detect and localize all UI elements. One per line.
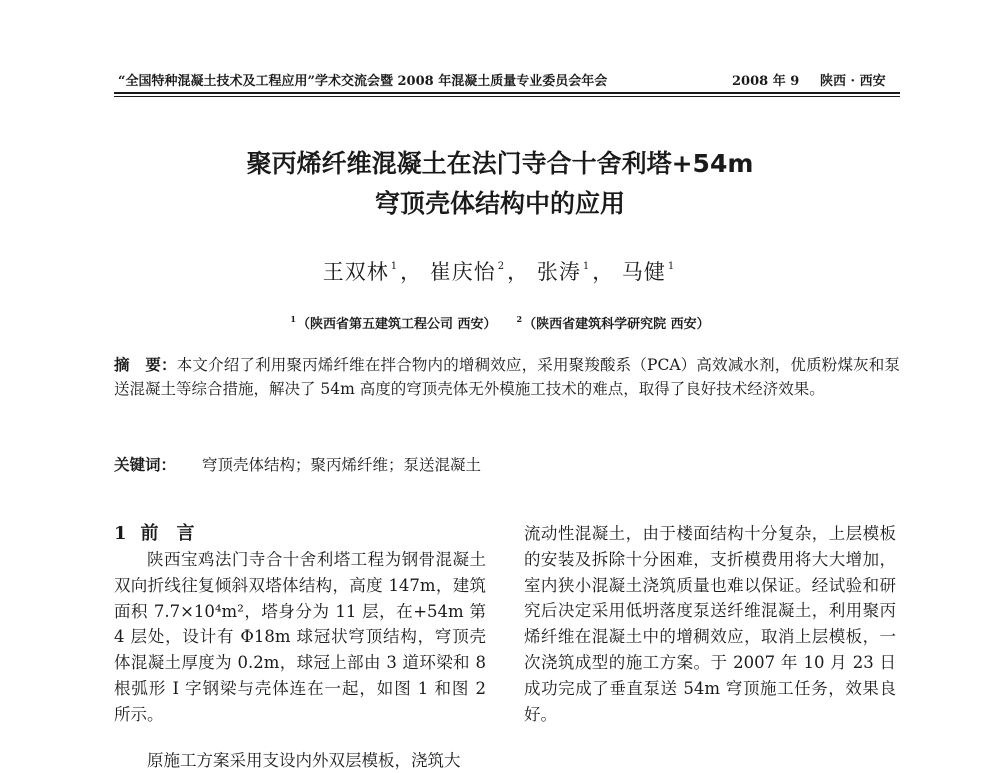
affiliation-text: （陕西省第五建筑工程公司 西安） (296, 317, 497, 332)
paper-title-line-1: 聚丙烯纤维混凝土在法门寺合十舍利塔+54m (246, 149, 754, 178)
conference-place: 陕西 · 西安 (820, 74, 886, 89)
body-paragraph: 原施工方案采用支设内外双层模板，浇筑大 (147, 750, 461, 770)
keywords-text: 穹顶壳体结构；聚丙烯纤维；泵送混凝土 (202, 456, 482, 474)
author-affiliation-mark: 2 (497, 261, 506, 272)
affiliation-mark: 2 (516, 314, 523, 324)
keywords (114, 453, 900, 477)
author-name: 张涛 (536, 260, 581, 284)
affiliation-text: （陕西省建筑科学研究院 西安） (523, 317, 710, 332)
body-column-left (114, 521, 486, 773)
author-list: 王双林 $^1$， 崔庆怡 $^2$， 张涛 $^1$， 马健 $^1$ (322, 260, 676, 284)
author-name: 崔庆怡 (429, 260, 496, 284)
author-affiliation-mark: 1 (667, 261, 676, 272)
header-rule-thin (114, 96, 900, 97)
abstract-label: 摘 要： (114, 355, 177, 374)
header-rule-thick (114, 92, 900, 94)
author-affiliation-mark: 1 (390, 261, 399, 272)
section-title: 前 言 (140, 523, 195, 544)
conference-name: “全国特种混凝土技术及工程应用”学术交流会暨 2008 年混凝土质量专业委员会年会 (118, 74, 608, 89)
section-number: 1 (114, 523, 127, 544)
affiliation-list (0, 313, 1000, 332)
conference-date: 2008 年 9 (732, 74, 800, 89)
author-affiliation-mark: 1 (582, 261, 591, 272)
body-paragraph: 陕西宝鸡法门寺合十舍利塔工程为钢骨混凝土双向折线往复倾斜双塔体结构，高度 147m，建筑面积 7.7×10⁴m²，塔身分为 11 层，在+54m 第 4 层处，设计有 Φ18m 球冠状穹顶结构，穹顶壳体混凝土厚度为 0.2m，球冠上部由 3 道环梁和 8 根弧形 I 字钢梁与壳体连在一起，如图 1 和图 2 所示。 (114, 550, 486, 724)
abstract-text: 本文介绍了利用聚丙烯纤维在拌合物内的增稠效应，采用聚羧酸系（PCA）高效减水剂，优质粉煤灰和泵送混凝土等综合措施，解决了 54m 高度的穹顶壳体无外模施工技术的难点，取得了良好技术经济效果。 (114, 356, 900, 398)
body-column-right (524, 521, 896, 727)
keywords-label: 关键词： (114, 455, 177, 474)
section-heading (114, 521, 486, 547)
body-paragraph-continued: 流动性混凝土，由于楼面结构十分复杂，上层模板的安装及拆除十分困难，支折模费用将大大增加，室内狭小混凝土浇筑质量也难以保证。经试验和研究后决定采用低坍落度泵送纤维混凝土，利用聚丙烯纤维在混凝土中的增稠效应，取消上层模板，一次浇筑成型的施工方案。于 2007 年 10 月 23 日成功完成了垂直泵送 54m 穹顶施工任务，效果良好。 (524, 524, 896, 724)
paper-title-line-2: 穹顶壳体结构中的应用 (374, 189, 625, 218)
running-header (118, 70, 898, 89)
author-name: 王双林 (322, 260, 389, 284)
affiliation-mark: 1 (290, 314, 296, 324)
author-name: 马健 (621, 260, 666, 284)
abstract (114, 353, 900, 401)
